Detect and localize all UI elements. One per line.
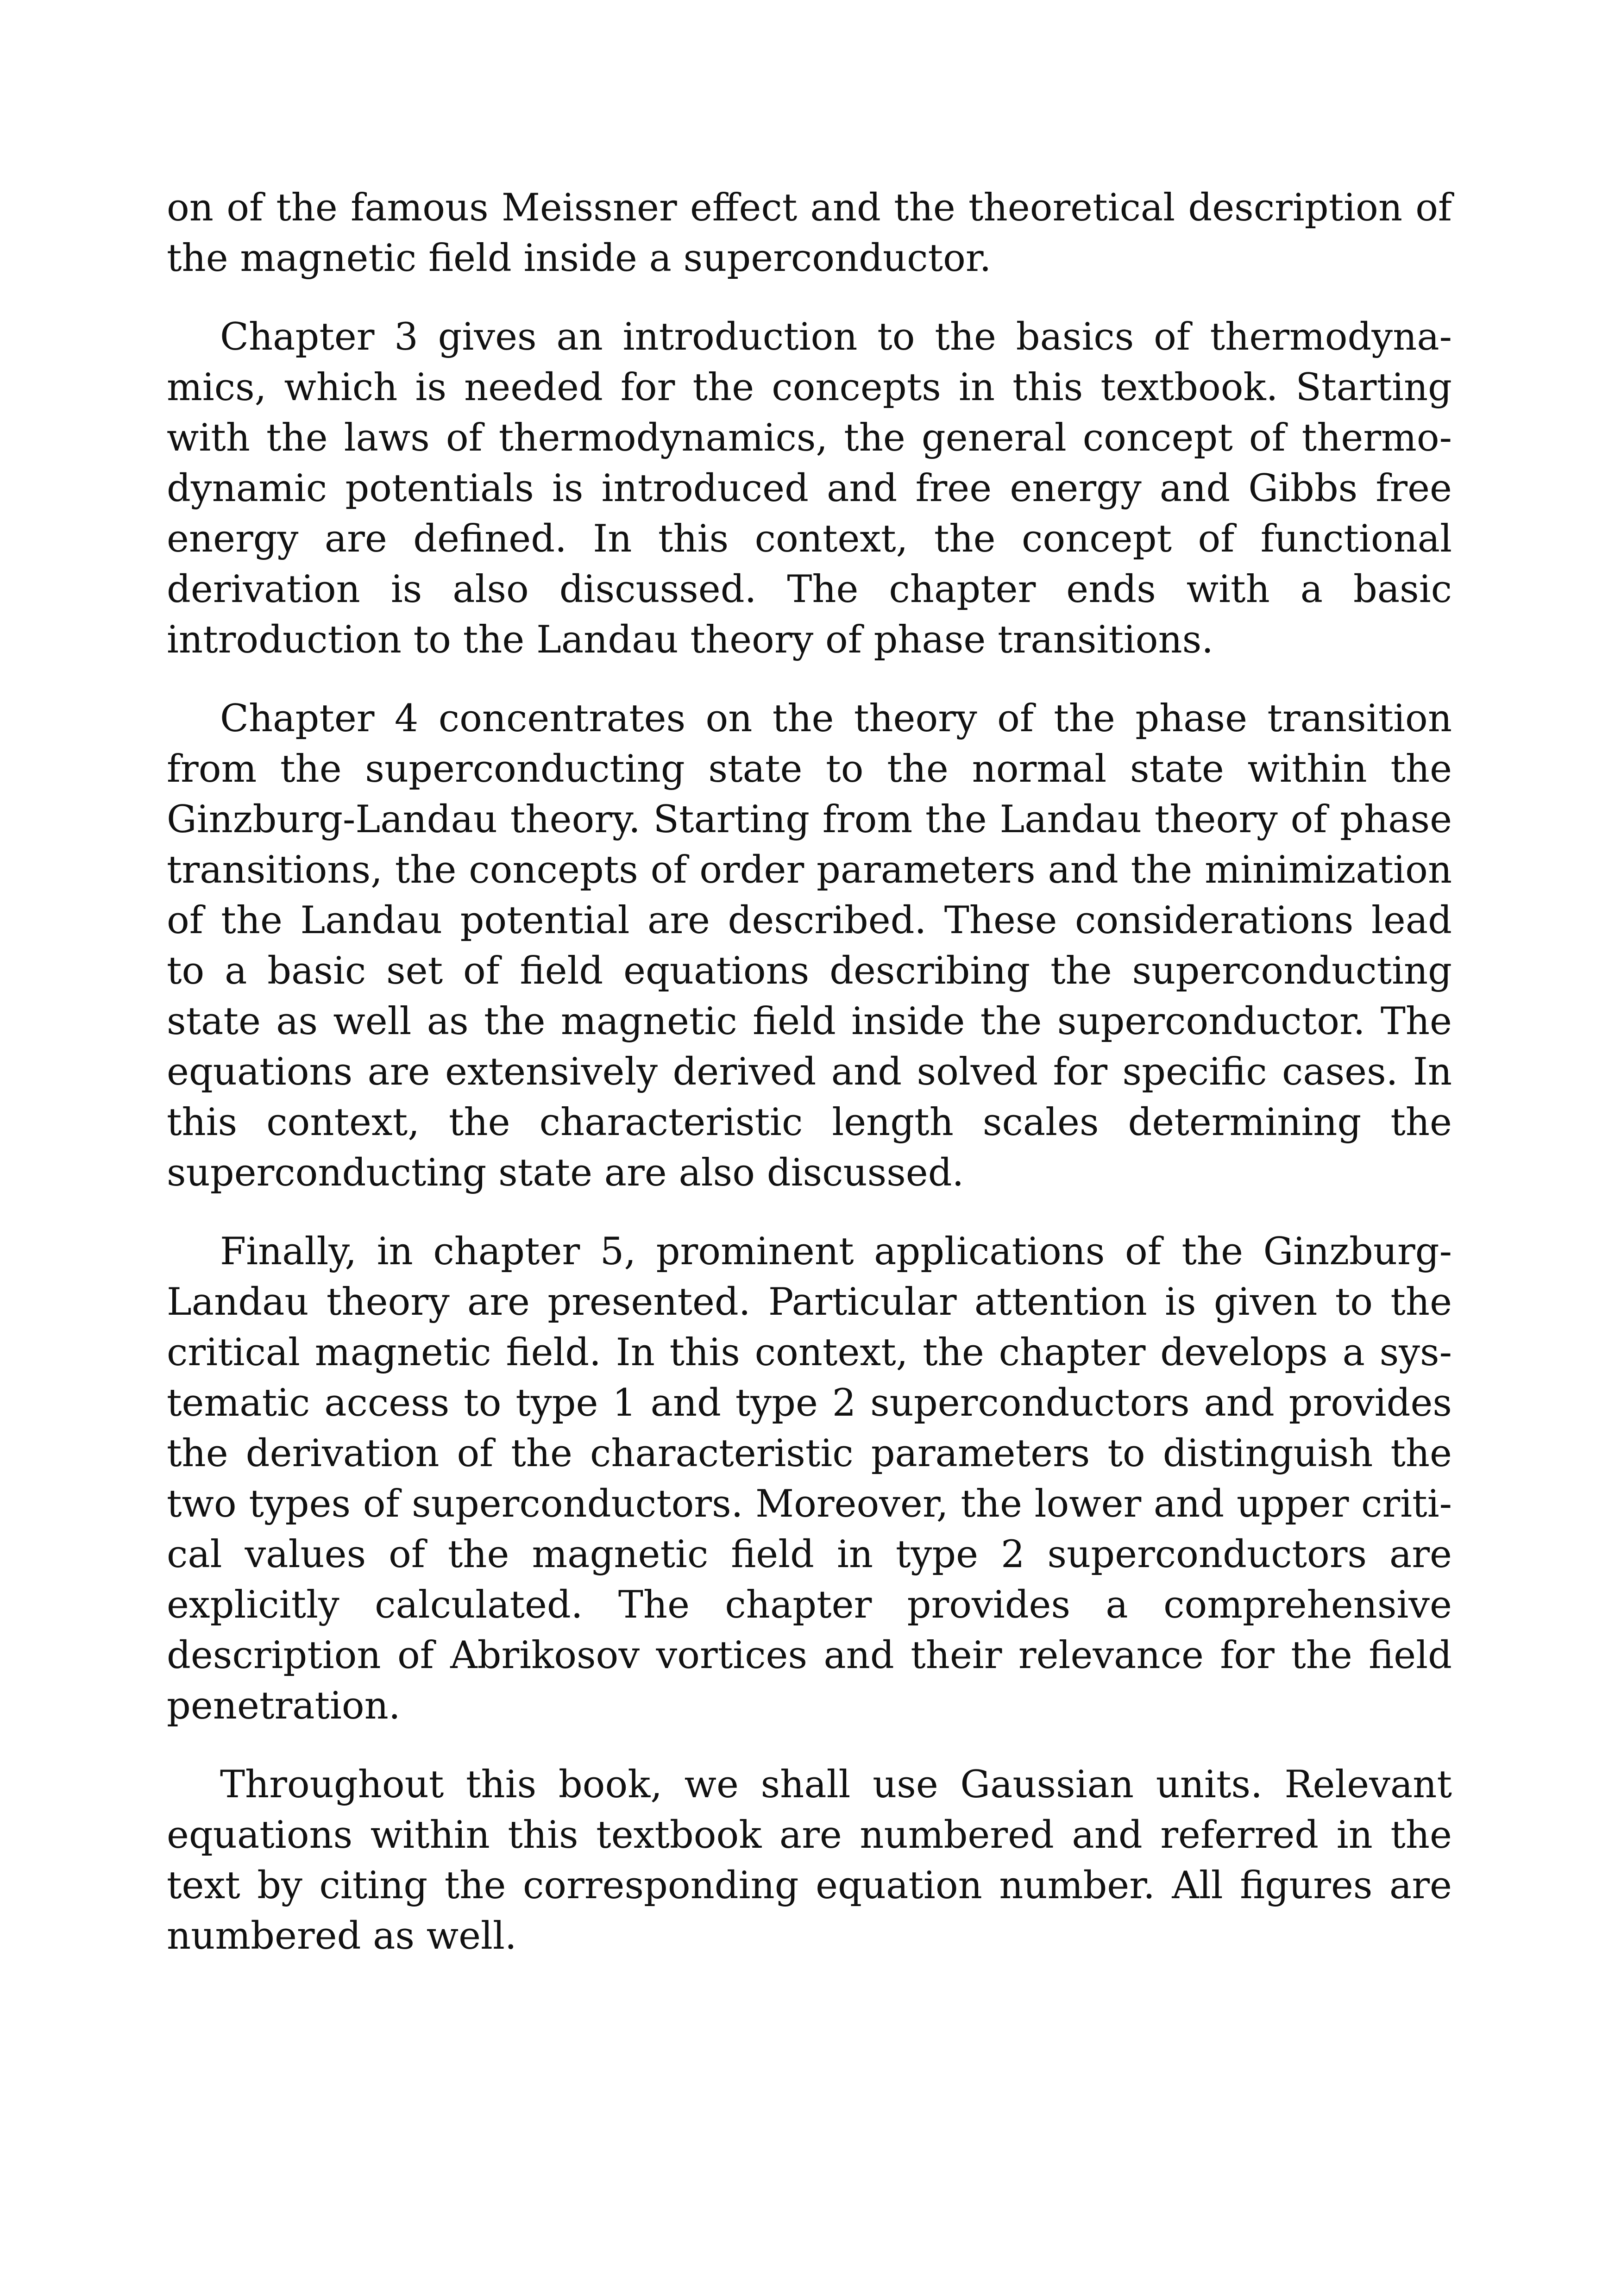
paragraph-chapter-5: Finally, in chapter 5, prominent applications of the Ginzburg-Landau theory are presented. Particular attention is given to the critical magnetic field. In this context, the chapter develops a systematic access to type 1 and type 2 superconductors and provides the derivation of the characteristic parameters to distinguish the two types of superconductors. Moreover, the lower and upper critical values of the magnetic field in type 2 superconductors are explicitly calculated. The chapter provides a comprehensive description of Abrikosov vortices and their relevance for the field penetration. bbox=[167, 1230, 1452, 1728]
paragraph-chapter-4: Chapter 4 concentrates on the theory of the phase transition from the superconducting state to the normal state within the Ginzburg-Landau theory. Starting from the Landau theory of phase transitions, the concepts of order parameters and the minimization of the Landau potential are described. These considerations lead to a basic set of field equations describing the superconducting state as well as the magnetic field inside the superconductor. The equations are extensively derived and solved for specific cases. In this context, the characteristic length scales determining the superconducting state are also discussed. bbox=[167, 697, 1452, 1195]
paragraph-units: Throughout this book, we shall use Gaussian units. Relevant equations within this textbook are numbered and referred in the text by citing the corresponding equation number. All figures are numbered as well. bbox=[167, 1763, 1452, 1958]
body-text bbox=[167, 183, 1452, 1990]
paragraph-chapter-3: Chapter 3 gives an introduction to the basics of thermodynamics, which is needed for the concepts in this textbook. Starting with the laws of thermodynamics, the general concept of thermodynamic potentials is introduced and free energy and Gibbs free energy are defined. In this context, the concept of functional derivation is also discussed. The chapter ends with a basic introduction to the Landau theory of phase transitions. bbox=[167, 315, 1452, 662]
paragraph-continuation: on of the famous Meissner effect and the theoretical description of the magnetic field inside a superconductor. bbox=[167, 186, 1452, 280]
